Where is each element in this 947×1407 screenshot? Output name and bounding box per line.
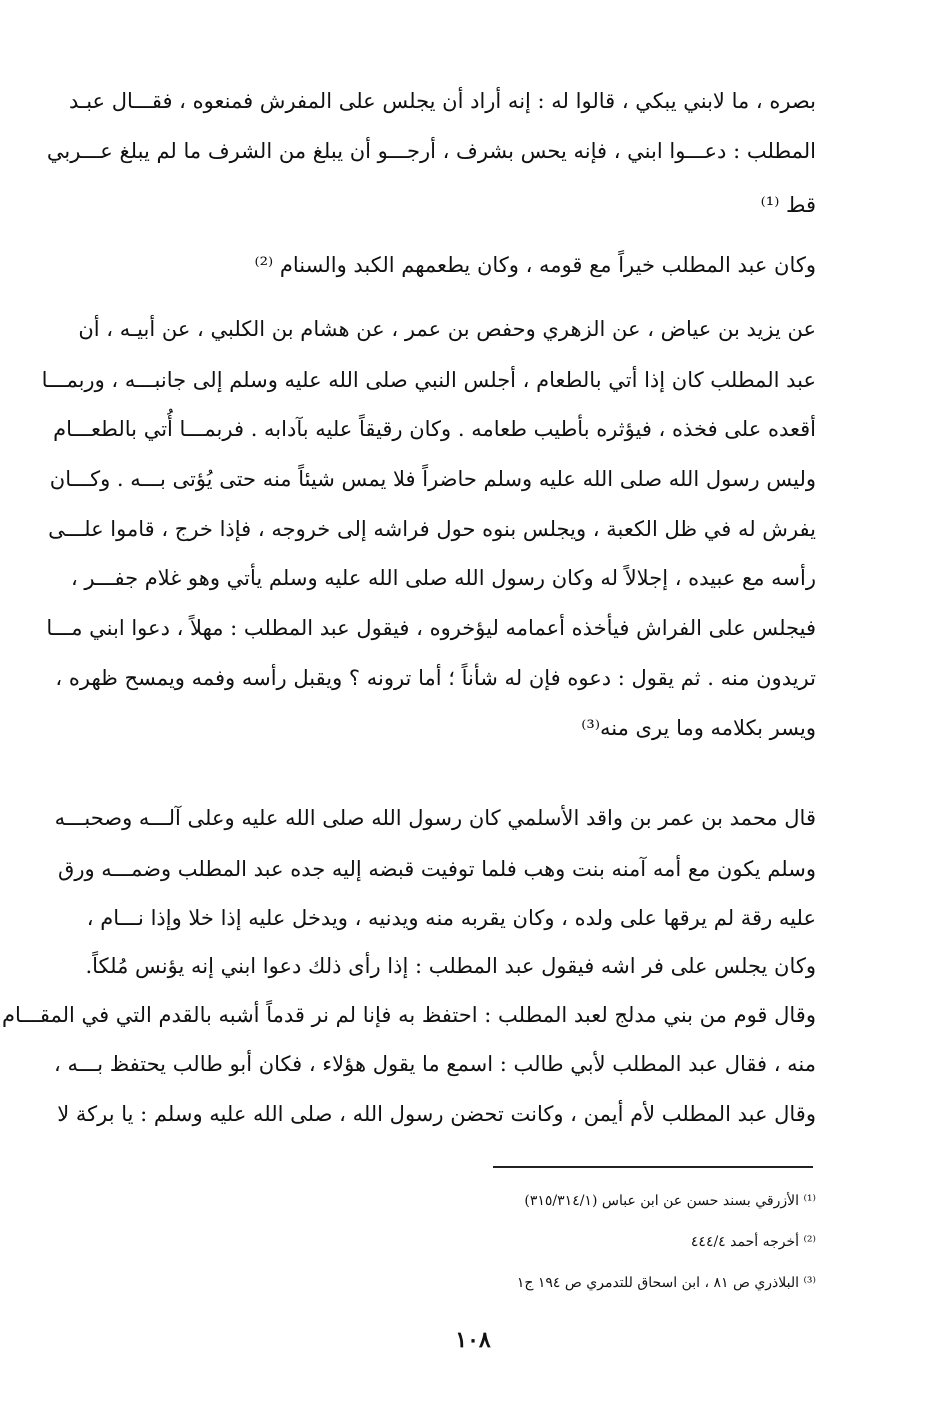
body-line: قط ⁽¹⁾ bbox=[760, 193, 816, 217]
body-line: وكان يجلس على فر اشه فيقول عبد المطلب : إذا رأى ذلك دعوا ابني إنه يؤنس مُلكاً. bbox=[85, 954, 816, 978]
body-line: منه ، فقال عبد المطلب لأبي طالب : اسمع ما يقول هؤلاء ، فكان أبو طالب يحتفظ بـــه ، bbox=[54, 1052, 816, 1076]
body-line: وكان عبد المطلب خيراً مع قومه ، وكان يطعمهم الكبد والسنام ⁽²⁾ bbox=[254, 253, 816, 277]
footnote: ⁽²⁾ أخرجه أحمد ٤٤٤/٤ bbox=[690, 1234, 816, 1250]
body-line: وليس رسول الله صلى الله عليه وسلم حاضراً فلا يمس شيئاً منه حتى يُؤتى بـــه . وكـــان bbox=[49, 467, 816, 491]
body-line: وسلم يكون مع أمه آمنه بنت وهب فلما توفيت قبضه إليه جده عبد المطلب وضمـــه ورق bbox=[58, 857, 816, 881]
body-line: ويسر بكلامه وما يرى منه⁽³⁾ bbox=[581, 716, 816, 740]
page-number: ١٠٨ bbox=[455, 1327, 491, 1353]
body-line: عبد المطلب كان إذا أتي بالطعام ، أجلس النبي صلى الله عليه وسلم إلى جانبـــه ، وربمـــا bbox=[41, 368, 816, 392]
body-line: وقال عبد المطلب لأم أيمن ، وكانت تحضن رسول الله ، صلى الله عليه وسلم : يا بركة لا bbox=[57, 1102, 816, 1126]
body-line: عن يزيد بن عياض ، عن الزهري وحفص بن عمر ، عن هشام بن الكلبي ، عن أبيـه ، أن bbox=[78, 317, 816, 341]
body-line: وقال قوم من بني مدلج لعبد المطلب : احتفظ به فإنا لم نر قدماً أشبه بالقدم التي في المقـــام bbox=[2, 1003, 816, 1027]
body-line: قال محمد بن عمر بن واقد الأسلمي كان رسول الله صلى الله عليه وعلى آلـــه وصحبـــه bbox=[54, 806, 816, 830]
body-line: رأسه مع عبيده ، إجلالاً له وكان رسول الله صلى الله عليه وسلم يأتي وهو غلام جفـــر ، bbox=[70, 566, 816, 590]
footnote-separator bbox=[493, 1166, 813, 1168]
body-line: يفرش له في ظل الكعبة ، ويجلس بنوه حول فراشه إلى خروجه ، فإذا خرج ، قاموا علـــى bbox=[48, 517, 816, 541]
body-line: عليه رقة لم يرقها على ولده ، وكان يقربه منه ويدنيه ، ويدخل عليه إذا خلا وإذا نـــام ، bbox=[86, 906, 816, 930]
body-line: بصره ، ما لابني يبكي ، قالوا له : إنه أراد أن يجلس على المفرش فمنعوه ، فقـــال عبـد bbox=[69, 89, 816, 113]
body-line: فيجلس على الفراش فيأخذه أعمامه ليؤخروه ، فيقول عبد المطلب : مهلاً ، دعوا ابني مـــا bbox=[46, 616, 816, 640]
footnote: ⁽³⁾ البلاذري ص ٨١ ، ابن اسحاق للتدمري ص ١٩٤ ج١ bbox=[516, 1275, 816, 1291]
body-line: أقعده على فخذه ، فيؤثره بأطيب طعامه . وكان رقيقاً عليه بآدابه . فربمـــا أُتي بالطعـــام bbox=[53, 417, 816, 441]
footnote: ⁽¹⁾ الأزرقي بسند حسن عن ابن عباس (٣١٥/٣١٤/١) bbox=[524, 1193, 816, 1209]
body-line: المطلب : دعـــوا ابني ، فإنه يحس بشرف ، أرجـــو أن يبلغ من الشرف ما لم يبلغ عـــربي bbox=[46, 139, 816, 163]
body-line: تريدون منه . ثم يقول : دعوه فإن له شأناً ؛ أما ترونه ؟ ويقبل رأسه وفمه ويمسح ظهره ، bbox=[55, 666, 816, 690]
